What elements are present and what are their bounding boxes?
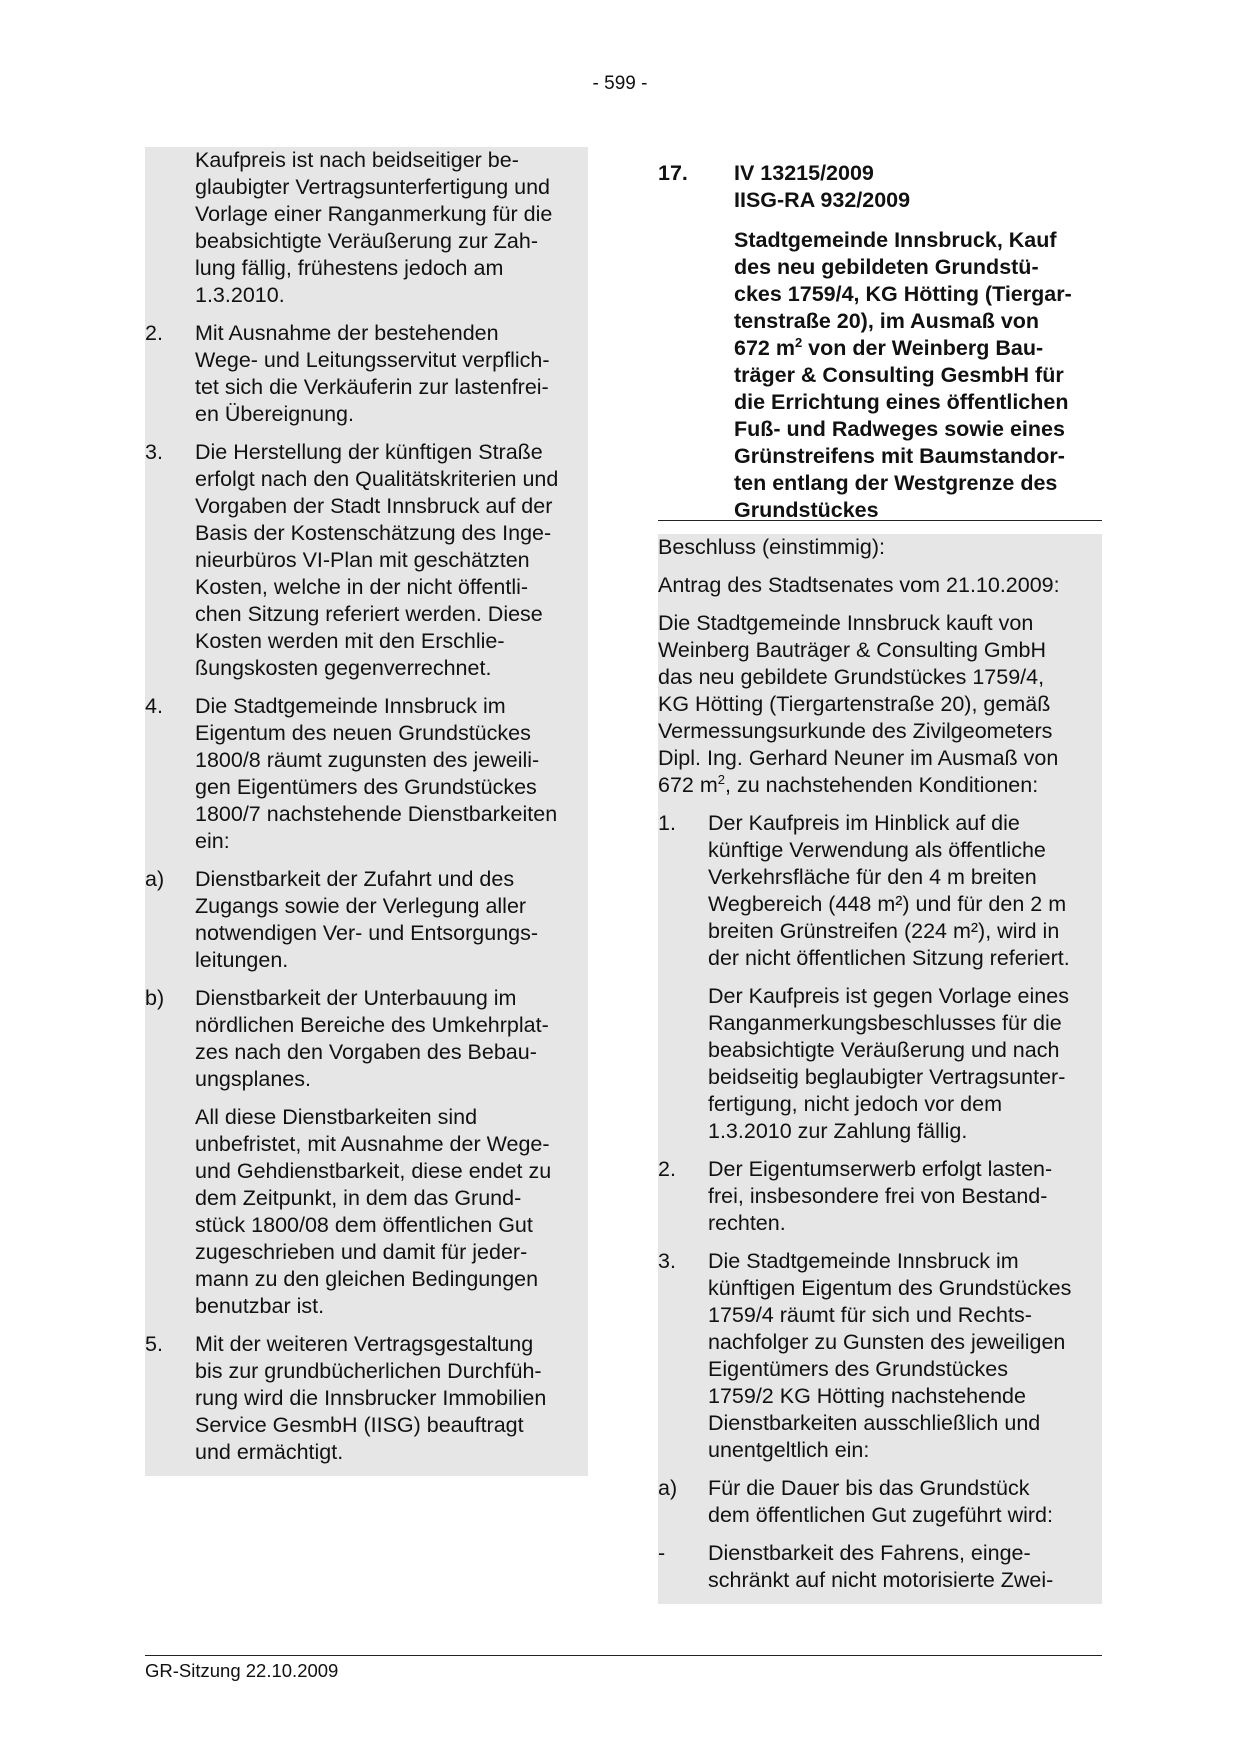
title-line: Stadtgemeinde Innsbruck, Kauf	[734, 228, 1057, 252]
text-line: künftigen Eigentum des Grundstückes	[708, 1276, 1072, 1300]
text-line: das neu gebildete Grundstückes 1759/4,	[658, 665, 1045, 689]
left-note	[145, 1104, 588, 1320]
text-line: und Gehdienstbarkeit, diese endet zu	[195, 1159, 552, 1183]
text-line: breiten Grünstreifen (224 m²), wird in	[708, 919, 1060, 943]
text-line: rung wird die Innsbrucker Immobilien	[195, 1386, 547, 1410]
text-line: Die Stadtgemeinde Innsbruck im	[708, 1249, 1019, 1273]
text-line: beidseitig beglaubigter Vertragsunter-	[708, 1065, 1066, 1089]
agenda-item-title	[734, 227, 1102, 524]
text-line: 1800/7 nachstehende Dienstbarkeiten	[195, 802, 558, 826]
text-line: unentgeltlich ein:	[708, 1438, 870, 1462]
text-line: frei, insbesondere frei von Bestand-	[708, 1184, 1048, 1208]
area-rest: , zu nachstehenden Konditionen:	[725, 773, 1039, 797]
item-bullet: -	[658, 1541, 666, 1565]
text-line: Die Herstellung der künftigen Straße	[195, 440, 543, 464]
title-line: des neu gebildeten Grundstü-	[734, 255, 1039, 279]
left-item-2	[145, 320, 588, 428]
title-area-value: 672 m	[734, 336, 795, 360]
text-line: Dienstbarkeit der Zufahrt und des	[195, 867, 515, 891]
right-item-1	[658, 810, 1102, 972]
item-number: 3.	[145, 440, 163, 464]
right-item-1-note	[658, 983, 1102, 1145]
text-line: bis zur grundbücherlichen Durchfüh-	[195, 1359, 542, 1383]
right-item-3	[658, 1248, 1102, 1464]
text-line: Kosten werden mit den Erschlie-	[195, 629, 505, 653]
text-line: nieurbüros VI-Plan mit geschätzten	[195, 548, 530, 572]
text-line: 1800/8 räumt zugunsten des jeweili-	[195, 748, 540, 772]
item-number: 5.	[145, 1332, 163, 1356]
motion-label: Antrag des Stadtsenates vom 21.10.2009:	[658, 573, 1060, 597]
right-item-dash	[658, 1540, 1102, 1594]
text-line: Basis der Kostenschätzung des Inge-	[195, 521, 552, 545]
text-line: Der Kaufpreis im Hinblick auf die	[708, 811, 1020, 835]
text-line: Eigentum des neuen Grundstückes	[195, 721, 531, 745]
area-value: 672 m	[658, 773, 718, 797]
text-line: KG Hötting (Tiergartenstraße 20), gemäß	[658, 692, 1051, 716]
title-line: ckes 1759/4, KG Hötting (Tiergar-	[734, 282, 1072, 306]
text-line: leitungen.	[195, 948, 289, 972]
left-item-a	[145, 866, 588, 974]
resolution-label: Beschluss (einstimmig):	[658, 535, 885, 559]
text-line: Dienstbarkeiten ausschließlich und	[708, 1411, 1041, 1435]
text-line: dem Zeitpunkt, in dem das Grund-	[195, 1186, 522, 1210]
superscript: 2	[717, 771, 725, 787]
footer-session-date: GR-Sitzung 22.10.2009	[145, 1660, 339, 1681]
text-line: unbefristet, mit Ausnahme der Wege-	[195, 1132, 550, 1156]
reference-id: IISG-RA 932/2009	[734, 188, 911, 212]
text-line: Der Kaufpreis ist gegen Vorlage eines	[708, 984, 1069, 1008]
text-line: 1759/2 KG Hötting nachstehende	[708, 1384, 1026, 1408]
text-line: Mit Ausnahme der bestehenden	[195, 321, 499, 345]
text-line: 1759/4 räumt für sich und Rechts-	[708, 1303, 1032, 1327]
text-line: Ranganmerkungsbeschlusses für die	[708, 1011, 1062, 1035]
title-line: die Errichtung eines öffentlichen	[734, 390, 1069, 414]
right-intro	[658, 610, 1102, 799]
text-line: dem öffentlichen Gut zugeführt wird:	[708, 1503, 1053, 1527]
reference-id: IV 13215/2009	[734, 161, 874, 185]
footer-divider	[145, 1655, 1102, 1656]
item-number: 2.	[658, 1157, 676, 1181]
title-line: Grünstreifens mit Baumstandor-	[734, 444, 1065, 468]
text-line: Kaufpreis ist nach beidseitiger be-	[195, 148, 519, 172]
text-line: Zugangs sowie der Verlegung aller	[195, 894, 527, 918]
item-number: 2.	[145, 321, 163, 345]
text-line: notwendigen Ver- und Entsorgungs-	[195, 921, 539, 945]
text-line: Die Stadtgemeinde Innsbruck kauft von	[658, 611, 1034, 635]
left-column	[145, 147, 588, 1476]
item-number: a)	[145, 867, 165, 891]
text-line: Wege- und Leitungsservitut verpflich-	[195, 348, 550, 372]
text-line: künftige Verwendung als öffentliche	[708, 838, 1046, 862]
item-number: b)	[145, 986, 165, 1010]
text-line: Vorlage einer Ranganmerkung für die	[195, 202, 553, 226]
text-line: 1.3.2010.	[195, 283, 285, 307]
agenda-item-17-heading	[658, 160, 1102, 524]
text-line: nördlichen Bereiche des Umkehrplat-	[195, 1013, 549, 1037]
page-number: - 599 -	[592, 73, 648, 94]
text-line: Service GesmbH (IISG) beauftragt	[195, 1413, 524, 1437]
superscript: 2	[794, 334, 803, 350]
text-line: en Übereignung.	[195, 402, 354, 426]
right-column	[658, 534, 1102, 1604]
title-line: ten entlang der Westgrenze des	[734, 471, 1058, 495]
right-item-a	[658, 1475, 1102, 1529]
text-line: nachfolger zu Gunsten des jeweiligen	[708, 1330, 1066, 1354]
left-item-3	[145, 439, 588, 682]
title-line: tenstraße 20), im Ausmaß von	[734, 309, 1040, 333]
text-line: Dienstbarkeit des Fahrens, einge-	[708, 1541, 1031, 1565]
text-line: zugeschrieben und damit für jeder-	[195, 1240, 528, 1264]
left-item-b	[145, 985, 588, 1093]
text-line: Vorgaben der Stadt Innsbruck auf der	[195, 494, 553, 518]
text-line: Dienstbarkeit der Unterbauung im	[195, 986, 517, 1010]
text-line: Kosten, welche in der nicht öffentli-	[195, 575, 529, 599]
text-line: ein:	[195, 829, 230, 853]
title-area-rest: von der Weinberg Bau-	[802, 336, 1044, 360]
text-line: der nicht öffentlichen Sitzung referiert.	[708, 946, 1070, 970]
title-line: Fuß- und Radweges sowie eines	[734, 417, 1065, 441]
text-line: schränkt auf nicht motorisierte Zwei-	[708, 1568, 1054, 1592]
text-line: Vermessungsurkunde des Zivilgeometers	[658, 719, 1053, 743]
title-line: träger & Consulting GesmbH für	[734, 363, 1064, 387]
heading-divider	[658, 520, 1102, 521]
item-number: 4.	[145, 694, 163, 718]
text-line: beabsichtigte Veräußerung und nach	[708, 1038, 1060, 1062]
text-line: Die Stadtgemeinde Innsbruck im	[195, 694, 506, 718]
title-line	[734, 335, 1102, 362]
title-line: Grundstückes	[734, 498, 879, 522]
text-line: Mit der weiteren Vertragsgestaltung	[195, 1332, 534, 1356]
text-line: Wegbereich (448 m²) und für den 2 m	[708, 892, 1067, 916]
text-line: tet sich die Verkäuferin zur lastenfrei-	[195, 375, 549, 399]
text-line: 1.3.2010 zur Zahlung fällig.	[708, 1119, 968, 1143]
left-item-5	[145, 1331, 588, 1466]
text-line: lung fällig, frühestens jedoch am	[195, 256, 504, 280]
right-item-2	[658, 1156, 1102, 1237]
text-line: erfolgt nach den Qualitätskriterien und	[195, 467, 559, 491]
text-line: Dipl. Ing. Gerhard Neuner im Ausmaß von	[658, 746, 1059, 770]
text-line: zes nach den Vorgaben des Bebau-	[195, 1040, 537, 1064]
text-line: beabsichtigte Veräußerung zur Zah-	[195, 229, 539, 253]
text-line: fertigung, nicht jedoch vor dem	[708, 1092, 1002, 1116]
text-line: rechten.	[708, 1211, 786, 1235]
agenda-item-header	[658, 160, 1102, 214]
item-number: 1.	[658, 811, 676, 835]
item-number: 3.	[658, 1249, 676, 1273]
text-line: ungsplanes.	[195, 1067, 311, 1091]
text-line: stück 1800/08 dem öffentlichen Gut	[195, 1213, 533, 1237]
text-line: mann zu den gleichen Bedingungen	[195, 1267, 539, 1291]
text-line: Eigentümers des Grundstückes	[708, 1357, 1008, 1381]
item-number: a)	[658, 1476, 678, 1500]
agenda-item-number: 17.	[658, 161, 688, 185]
text-line: Weinberg Bauträger & Consulting GmbH	[658, 638, 1046, 662]
text-line: chen Sitzung referiert werden. Diese	[195, 602, 543, 626]
left-intro	[145, 147, 588, 309]
text-line: All diese Dienstbarkeiten sind	[195, 1105, 478, 1129]
text-line: benutzbar ist.	[195, 1294, 325, 1318]
text-line: Für die Dauer bis das Grundstück	[708, 1476, 1030, 1500]
text-line	[658, 772, 1102, 799]
text-line: glaubigter Vertragsunterfertigung und	[195, 175, 550, 199]
text-line: Verkehrsfläche für den 4 m breiten	[708, 865, 1037, 889]
text-line: und ermächtigt.	[195, 1440, 344, 1464]
text-line: Der Eigentumserwerb erfolgt lasten-	[708, 1157, 1053, 1181]
text-line: gen Eigentümers des Grundstückes	[195, 775, 537, 799]
left-item-4	[145, 693, 588, 855]
text-line: ßungskosten gegenverrechnet.	[195, 656, 492, 680]
